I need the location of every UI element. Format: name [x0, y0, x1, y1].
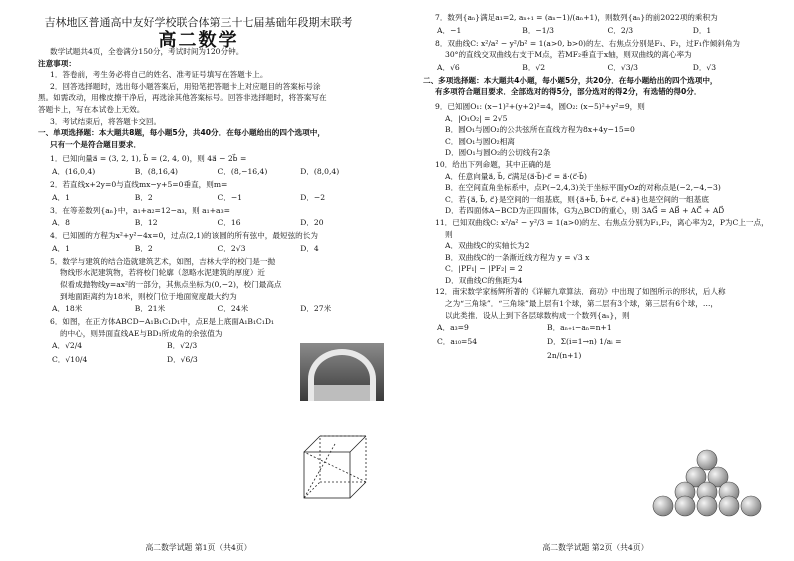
- page-1-content: [38, 46, 383, 367]
- question-8: 8．双曲线C: x²/a² − y²/b² = 1(a>0, b>0)的左、右焦点分别是F₁、F₂，过F₁作倾斜角为: [435, 38, 741, 48]
- question-8-options: [423, 61, 778, 75]
- option-b[interactable]: B．(8,16,4): [134, 166, 179, 176]
- cube-figure: [300, 432, 372, 504]
- question-12-options: [423, 321, 657, 363]
- page-2-footer: 高二数学试题 第2页（共4页）: [542, 543, 649, 552]
- question-7-options: [423, 24, 778, 38]
- question-3: 3．在等差数列{aₙ}中，a₁+a₂=12−a₃，则 a₁+a₃=: [50, 205, 230, 215]
- option-a[interactable]: A．|O₁O₂| = 2√5: [445, 113, 508, 123]
- option-c[interactable]: C．√10/4: [52, 355, 88, 365]
- question-11-cont: 则: [445, 229, 453, 239]
- triangular-pile-figure: [647, 448, 767, 518]
- note-line: 2．回答选择题时，选出每小题答案后，用铅笔把答题卡上对应题目的答案标号涂: [50, 81, 321, 91]
- option-c[interactable]: C．圆O₁与圆O₂相离: [445, 136, 515, 146]
- note-line: 3．考试结束后，将答题卡交回。: [50, 116, 162, 126]
- question-4: 4．已知圆的方程为x²+y²−4x=0，过点(2,1)的该圆的所有弦中，最短弦的长为: [50, 231, 318, 241]
- option-d[interactable]: D．√3: [692, 62, 717, 72]
- option-b[interactable]: B．−1/3: [522, 25, 555, 35]
- option-b[interactable]: B．在空间直角坐标系中，点P(−2,4,3)关于坐标平面yOz的对称点是(−2,−4,−3): [445, 183, 721, 193]
- school-gate-photo: [300, 343, 384, 401]
- option-d[interactable]: D．27米: [300, 304, 332, 314]
- option-a[interactable]: A．√6: [437, 62, 460, 72]
- section-1-heading-cont: 只有一个是符合题目要求．: [50, 139, 142, 149]
- option-c[interactable]: C．2√3: [217, 243, 246, 253]
- option-c[interactable]: C．√3/3: [607, 62, 638, 72]
- option-d[interactable]: D．1: [692, 25, 712, 35]
- page-1-footer: 高二数学试题 第1页（共4页）: [145, 543, 252, 552]
- option-c[interactable]: C．2/3: [607, 25, 634, 35]
- option-c[interactable]: C．24米: [217, 304, 249, 314]
- option-b[interactable]: B．圆O₁与圆O₂的公共弦所在直线方程为8x+4y−15=0: [445, 125, 635, 135]
- section-1-heading: 一、单项选择题：本大题共8题，每小题5分，共40分．在每小题给出的四个选项中，: [38, 128, 325, 138]
- section-2-heading: 二、多项选择题：本大题共4小题，每小题5分，共20分．在每小题给出的四个选项中，: [423, 75, 718, 85]
- option-b[interactable]: B．√2: [522, 62, 546, 72]
- option-c[interactable]: C．|PF₁| − |PF₂| = 2: [445, 264, 523, 274]
- question-7: 7．数列{aₙ}满足a₁=2, aₙ₊₁ = (aₙ−1)/(aₙ+1)，则数列{aₙ}的前2022项的乘积为: [435, 13, 718, 22]
- option-a[interactable]: A．1: [52, 243, 70, 253]
- option-a[interactable]: A．√2/4: [52, 341, 83, 351]
- option-d[interactable]: D．(8,0,4): [300, 166, 340, 176]
- question-10: 10．给出下列命题，其中正确的是: [435, 159, 551, 169]
- question-4-options: [38, 242, 383, 256]
- page-2-content: [423, 12, 778, 363]
- option-b[interactable]: B．2: [134, 243, 153, 253]
- option-d[interactable]: D．Σ(i=1→n) 1/aᵢ = 2n/(n+1): [547, 337, 622, 361]
- question-12-cont: 以此类推．设从上到下各层球数构成一个数列{aₙ}，则: [445, 310, 630, 320]
- question-9: 9．已知圆O₁: (x−1)²+(y+2)²=4，圆O₂: (x−5)²+y²=9，则: [435, 101, 645, 111]
- option-c[interactable]: C．(8,−16,4): [217, 166, 268, 176]
- option-a[interactable]: A．−1: [437, 25, 462, 35]
- exam-intro: 数学试题共4页，全卷满分150分，考试时间为120分钟。: [50, 47, 244, 56]
- option-a[interactable]: A．(16,0,4): [52, 166, 96, 176]
- question-5-cont: 物线形水泥建筑物，若将校门轮廓（忽略水泥建筑的厚度）近: [60, 268, 266, 278]
- option-d[interactable]: D．4: [300, 243, 319, 253]
- question-11: 11．已知双曲线C: x²/a² − y²/3 = 1(a>0)的左、右焦点分别为F₁,F₂，离心率为2，P为C上一点，: [435, 217, 769, 227]
- option-b[interactable]: B．12: [134, 218, 158, 228]
- section-2-heading-cont: 有多项符合题目要求．全部选对的得5分，部分选对的得2分，有选错的得0分．: [435, 87, 702, 97]
- option-c[interactable]: C．16: [217, 218, 241, 228]
- note-line: 黑。如需改动，用橡皮擦干净后，再选涂其他答案标号。回答非选择题时，将答案写在: [38, 93, 327, 103]
- question-1-options: [38, 165, 383, 179]
- question-12-cont: 之为“三角垛”．“三角垛”最上层有1个球，第二层有3个球，第三层有6个球，…，: [445, 299, 719, 309]
- question-5-options: [38, 302, 383, 316]
- question-12: 12．南宋数学家杨辉所著的《详解九章算法．商功》中出现了如图所示的形状，后人称: [435, 287, 726, 297]
- option-b[interactable]: B．√2/3: [167, 341, 198, 351]
- question-1: 1．已知向量a⃗ = (3, 2, 1), b⃗ = (2, 4, 0)，则 4a⃗ − 2b⃗ =: [50, 154, 247, 164]
- option-a[interactable]: A．双曲线C的实轴长为2: [445, 241, 530, 251]
- subject-title: 高二数学: [158, 30, 239, 51]
- option-d[interactable]: D．双曲线C的焦距为4: [445, 275, 523, 285]
- option-a[interactable]: A．8: [52, 218, 70, 228]
- option-b[interactable]: B．双曲线C的一条渐近线方程为 y = √3 x: [445, 252, 590, 262]
- question-8-cont: 30°的直线交双曲线右支于M点，若MF₂垂直于x轴，则双曲线的离心率为: [445, 50, 692, 60]
- option-a[interactable]: A．a₃=9: [437, 323, 469, 333]
- note-line: 答题卡上，写在本试卷上无效。: [38, 104, 145, 114]
- question-2-options: [38, 191, 383, 205]
- question-6-options: [38, 339, 282, 367]
- option-b[interactable]: B．aₙ₊₁−aₙ=n+1: [547, 323, 612, 333]
- question-6: 6．如图，在正方体ABCD−A₁B₁C₁D₁中，点E是上底面A₁B₁C₁D₁: [50, 317, 275, 327]
- option-d[interactable]: D．√6/3: [167, 355, 198, 365]
- question-2: 2．若直线x+2y=0与直线mx−y+5=0垂直，则m=: [50, 179, 228, 189]
- option-d[interactable]: D．−2: [300, 192, 326, 202]
- option-c[interactable]: C．若{a⃗, b⃗, c⃗}是空间的一组基底，则{a⃗+b⃗, b⃗+c⃗, c⃗+a⃗}也是空间的一组基底: [445, 194, 709, 204]
- question-5: 5．数学与建筑的结合造就建筑艺术，如图，吉林大学的校门是一抛: [50, 256, 276, 266]
- option-b[interactable]: B．2: [134, 192, 153, 202]
- option-d[interactable]: D．若四面体A−BCD为正四面体，G为△BCD的重心，则 3AG⃗ = AB⃗ + AC⃗ + AD⃗: [445, 206, 725, 216]
- option-d[interactable]: D．圆O₁与圆O₂的公切线有2条: [445, 148, 551, 158]
- option-c[interactable]: C．−1: [217, 192, 243, 202]
- question-6-cont: 的中心，则异面直线AE与BD₁所成角的余弦值为: [60, 328, 223, 338]
- question-3-options: [38, 216, 383, 230]
- option-a[interactable]: A．任意向量a⃗, b⃗, c⃗满足(a⃗·b⃗)·c⃗ = a⃗·(c⃗·b⃗): [445, 171, 587, 181]
- question-5-cont: 似看成抛物线y=ax²的一部分，其焦点坐标为(0,−2)，校门最高点: [60, 279, 282, 289]
- option-d[interactable]: D．20: [300, 218, 324, 228]
- school-title: 吉林地区普通高中友好学校联合体第三十七届基础年段期末联考: [44, 16, 353, 29]
- building: [314, 385, 370, 401]
- option-c[interactable]: C．a₁₀=54: [437, 337, 478, 347]
- option-a[interactable]: A．18米: [52, 304, 83, 314]
- option-a[interactable]: A．1: [52, 192, 70, 202]
- page-2: [397, 0, 794, 561]
- question-5-cont: 到地面距离约为18米，则校门位于地面宽度最大约为: [60, 291, 237, 301]
- note-line: 1．答卷前，考生务必将自己的姓名、准考证号填写在答题卡上。: [50, 70, 268, 80]
- notes-title: 注意事项：: [38, 58, 76, 68]
- option-b[interactable]: B．21米: [134, 304, 166, 314]
